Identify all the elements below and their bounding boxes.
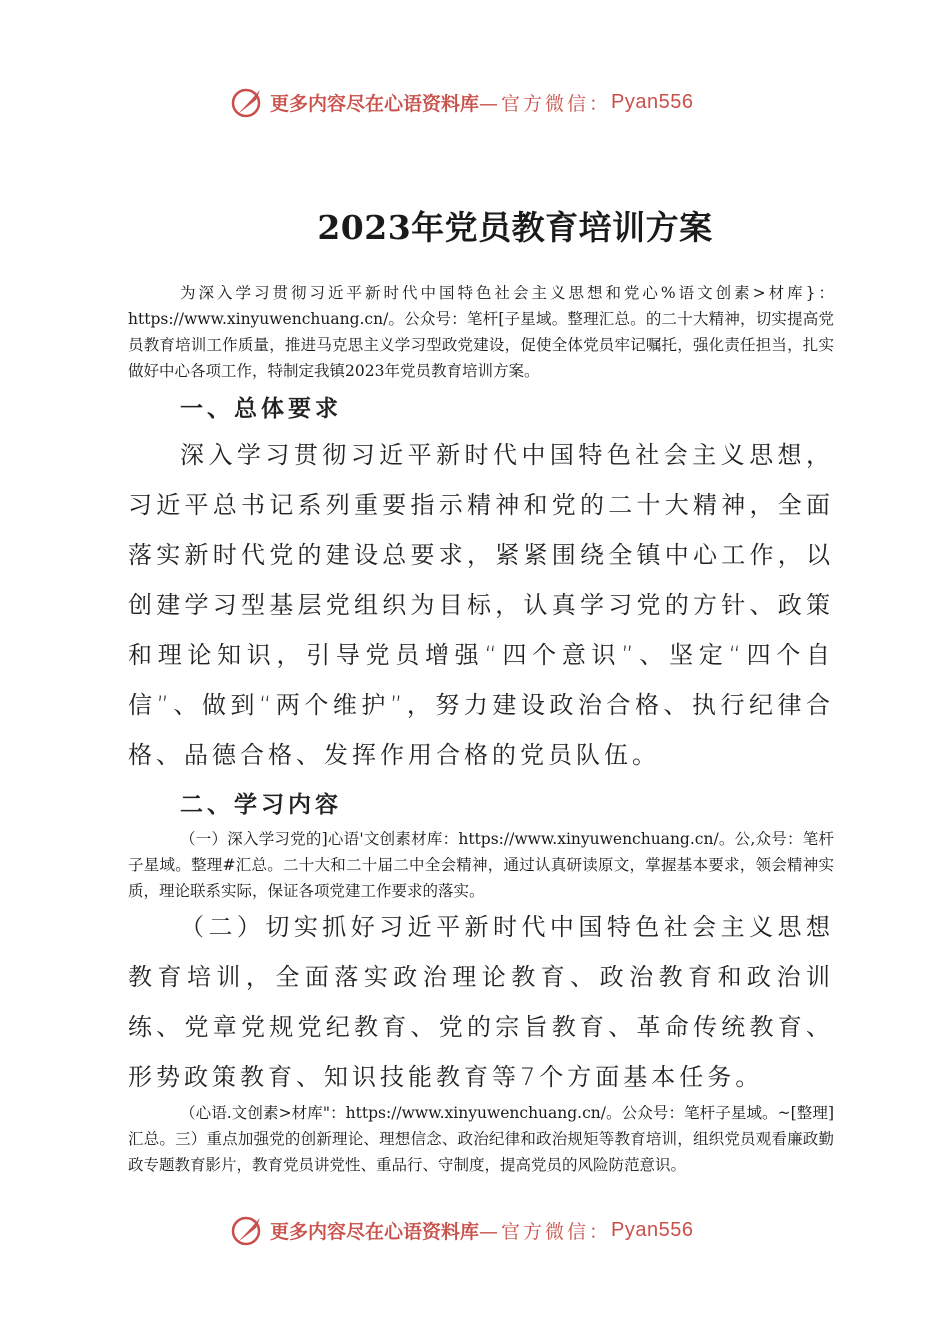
section-general-body: 深入学习贯彻习近平新时代中国特色社会主义思想，习近平总书记系列重要指示精神和党的二十大精神，全面落实新时代党的建设总要求，紧紧围绕全镇中心工作，以创建学习型基层党组织为目标，认真学习党的方针、政策和理论知识，引导党员增强“四个意识”、坚定“四个自信”、做到“两个维护”，努力建设政治合格、执行纪律合格、品德合格、发挥作用合格的党员队伍。 — [128, 441, 834, 769]
document-title: 2023年党员教育培训方案 — [317, 208, 713, 248]
quill-logo-icon — [230, 1212, 266, 1248]
banner-wechat-id: Pyan556 — [611, 1218, 694, 1241]
banner-wechat-id: Pyan556 — [611, 90, 694, 113]
content-item-1: （一）深入学习党的]心语'文创素材库：https://www.xinyuwenchuang.cn/。公,众号：笔杆子星域。整理#汇总。二十大和二十届二中全会精神，通过认真研读原文，掌握基本要求，领会精神实质，理论联系实际，保证各项党建工作要求的落实。 — [128, 830, 834, 900]
section-heading-general: 一、总体要求 — [180, 396, 342, 422]
banner-sub-text: —官方微信： — [479, 92, 612, 115]
banner-main-text: 更多内容尽在心语资料库 — [270, 1220, 480, 1243]
banner-main-text: 更多内容尽在心语资料库 — [270, 92, 480, 115]
footer-banner — [230, 1210, 694, 1250]
quill-logo-icon — [230, 84, 266, 120]
section-heading-content: 二、学习内容 — [180, 792, 342, 818]
intro-paragraph: 为深入学习贯彻习近平新时代中国特色社会主义思想和党心%语文创素>材库}：https://www.xinyuwenchuang.cn/。公众号：笔杆[子星域。整理汇总。的二十大精神，切实提高党员教育培训工作质量，推进马克思主义学习型政党建设，促使全体党员牢记嘱托，强化责任担当，扎实做好中心各项工作，特制定我镇2023年党员教育培训方案。 — [128, 284, 834, 380]
banner-sub-text: —官方微信： — [479, 1220, 612, 1243]
header-banner — [230, 82, 694, 122]
content-item-2: （二）切实抓好习近平新时代中国特色社会主义思想教育培训，全面落实政治理论教育、政治教育和政治训练、党章党规党纪教育、党的宗旨教育、革命传统教育、形势政策教育、知识技能教育等7个方面基本任务。 — [128, 913, 834, 1091]
content-item-3: （心语.文创素>材库"：https://www.xinyuwenchuang.cn/。公众号：笔杆子星域。~[整理]汇总。三）重点加强党的创新理论、理想信念、政治纪律和政治规矩等教育培训，组织党员观看廉政勤政专题教育影片，教育党员讲党性、重品行、守制度，提高党员的风险防范意识。 — [128, 1104, 834, 1174]
